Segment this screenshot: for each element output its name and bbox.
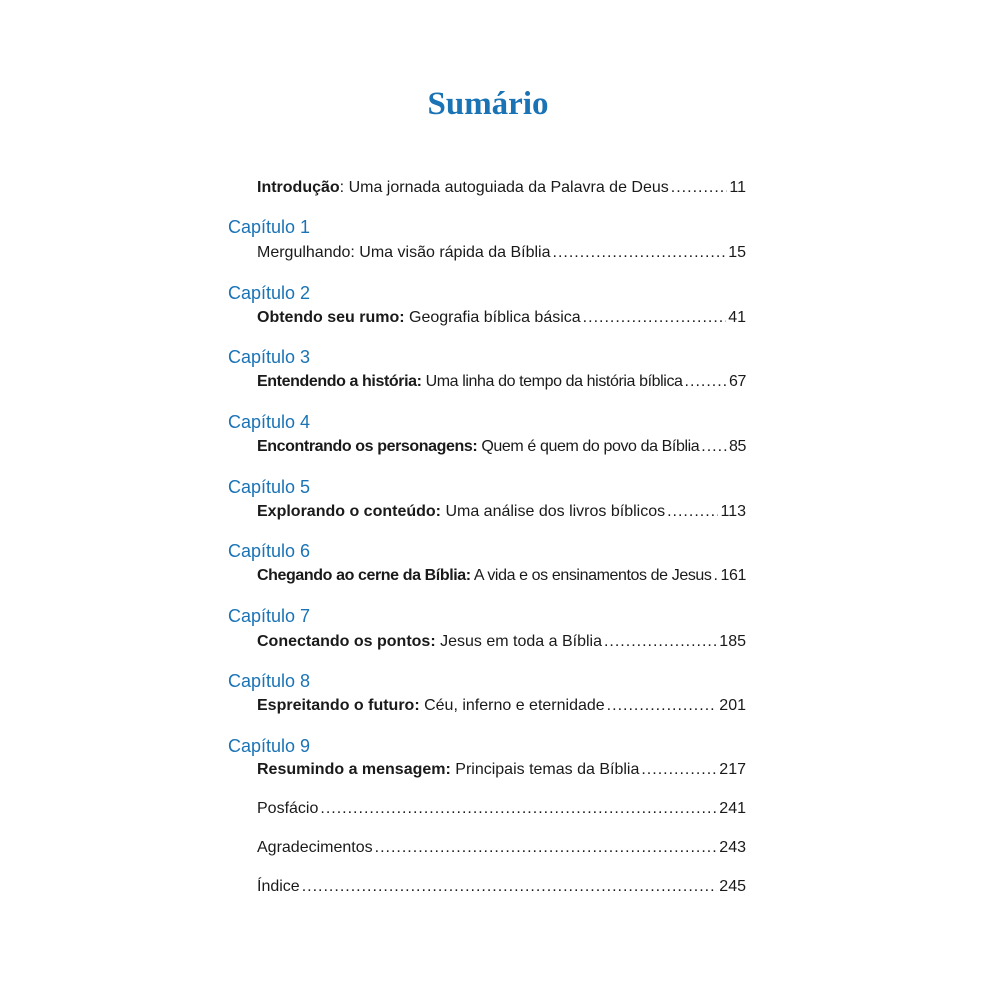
entry-bold-title: Conectando os pontos: bbox=[257, 633, 436, 650]
entry-bold-title: Entendendo a história: bbox=[257, 373, 422, 390]
toc-entry-chapter-4[interactable] bbox=[257, 438, 746, 460]
entry-bold-title: Encontrando os personagens: bbox=[257, 438, 478, 455]
page-number: 15 bbox=[728, 244, 746, 261]
entry-label: Posfácio bbox=[257, 800, 319, 817]
entry-text bbox=[257, 309, 581, 327]
entry-subtitle: Quem é quem do povo da Bíblia bbox=[477, 438, 700, 455]
chapter-5-heading: Capítulo 5 bbox=[228, 477, 311, 497]
toc-entry-chapter-3[interactable] bbox=[257, 373, 746, 395]
page-number: 67 bbox=[729, 373, 746, 390]
entry-subtitle: Uma linha do tempo da história bíblica bbox=[421, 373, 683, 390]
entry-bold-title: Explorando o conteúdo: bbox=[257, 503, 441, 520]
dot-leader bbox=[302, 878, 718, 896]
entry-bold-title: Chegando ao cerne da Bíblia: bbox=[257, 567, 471, 584]
entry-subtitle: A vida e os ensinamentos de Jesus bbox=[470, 567, 712, 584]
dot-leader bbox=[671, 179, 728, 197]
page-number: 41 bbox=[728, 309, 746, 326]
toc-entry-introduction[interactable] bbox=[257, 179, 746, 201]
dot-leader bbox=[320, 800, 717, 818]
toc-entry-chapter-6[interactable] bbox=[257, 567, 746, 589]
page-number: 241 bbox=[719, 800, 746, 817]
page-number: 201 bbox=[719, 697, 746, 714]
toc-entry-chapter-9[interactable] bbox=[257, 761, 746, 783]
entry-label: Índice bbox=[257, 878, 300, 895]
dot-leader bbox=[667, 503, 718, 521]
page-number: 243 bbox=[719, 839, 746, 856]
entry-label: Agradecimentos bbox=[257, 839, 373, 856]
page-number: 161 bbox=[720, 567, 746, 584]
toc-entry-chapter-5[interactable] bbox=[257, 503, 746, 525]
page-number: 245 bbox=[719, 878, 746, 895]
chapter-6-heading: Capítulo 6 bbox=[228, 541, 311, 561]
dot-leader bbox=[701, 438, 727, 456]
entry-subtitle: Céu, inferno e eternidade bbox=[419, 697, 605, 714]
page-number: 11 bbox=[729, 179, 746, 196]
entry-text bbox=[257, 179, 669, 197]
entry-bold-title: Obtendo seu rumo: bbox=[257, 309, 405, 326]
chapter-3-heading: Capítulo 3 bbox=[228, 347, 311, 367]
entry-text bbox=[257, 761, 639, 779]
chapter-1-heading: Capítulo 1 bbox=[228, 217, 311, 237]
entry-subtitle: Geografia bíblica básica bbox=[404, 309, 581, 326]
entry-subtitle: : Uma jornada autoguiada da Palavra de Deus bbox=[339, 179, 669, 196]
entry-text bbox=[257, 697, 605, 715]
entry-subtitle: Principais temas da Bíblia bbox=[450, 761, 640, 778]
toc-entry-agradecimentos[interactable] bbox=[257, 839, 746, 861]
chapter-2-heading: Capítulo 2 bbox=[228, 283, 311, 303]
entry-subtitle: Jesus em toda a Bíblia bbox=[435, 633, 602, 650]
toc-entry-indice[interactable] bbox=[257, 878, 746, 900]
entry-bold-title: Espreitando o futuro: bbox=[257, 697, 420, 714]
entry-text bbox=[257, 633, 602, 651]
dot-leader bbox=[604, 633, 717, 651]
dot-leader bbox=[714, 567, 719, 585]
entry-text bbox=[257, 503, 665, 521]
chapter-9-heading: Capítulo 9 bbox=[228, 736, 311, 756]
toc-entry-posfacio[interactable] bbox=[257, 800, 746, 822]
page-number: 185 bbox=[719, 633, 746, 650]
dot-leader bbox=[375, 839, 718, 857]
chapter-4-heading: Capítulo 4 bbox=[228, 412, 311, 432]
dot-leader bbox=[641, 761, 717, 779]
entry-text bbox=[257, 438, 699, 456]
dot-leader bbox=[553, 244, 727, 262]
page-number: 113 bbox=[720, 503, 746, 520]
toc-entry-chapter-7[interactable] bbox=[257, 633, 746, 655]
entry-subtitle: Mergulhando: Uma visão rápida da Bíblia bbox=[257, 244, 551, 261]
entry-subtitle: Uma análise dos livros bíblicos bbox=[441, 503, 666, 520]
toc-entry-chapter-8[interactable] bbox=[257, 697, 746, 719]
page-number: 217 bbox=[719, 761, 746, 778]
chapter-7-heading: Capítulo 7 bbox=[228, 606, 311, 626]
entry-text bbox=[257, 244, 551, 262]
dot-leader bbox=[583, 309, 727, 327]
dot-leader bbox=[607, 697, 718, 715]
toc-entry-chapter-2[interactable] bbox=[257, 309, 746, 331]
toc-entry-chapter-1[interactable] bbox=[257, 244, 746, 266]
page-title: Sumário bbox=[427, 86, 549, 122]
dot-leader bbox=[685, 373, 727, 391]
chapter-8-heading: Capítulo 8 bbox=[228, 671, 311, 691]
entry-bold-title: Resumindo a mensagem: bbox=[257, 761, 451, 778]
entry-bold-title: Introdução bbox=[257, 179, 340, 196]
entry-text bbox=[257, 373, 683, 391]
page-number: 85 bbox=[729, 438, 746, 455]
entry-text bbox=[257, 567, 712, 585]
